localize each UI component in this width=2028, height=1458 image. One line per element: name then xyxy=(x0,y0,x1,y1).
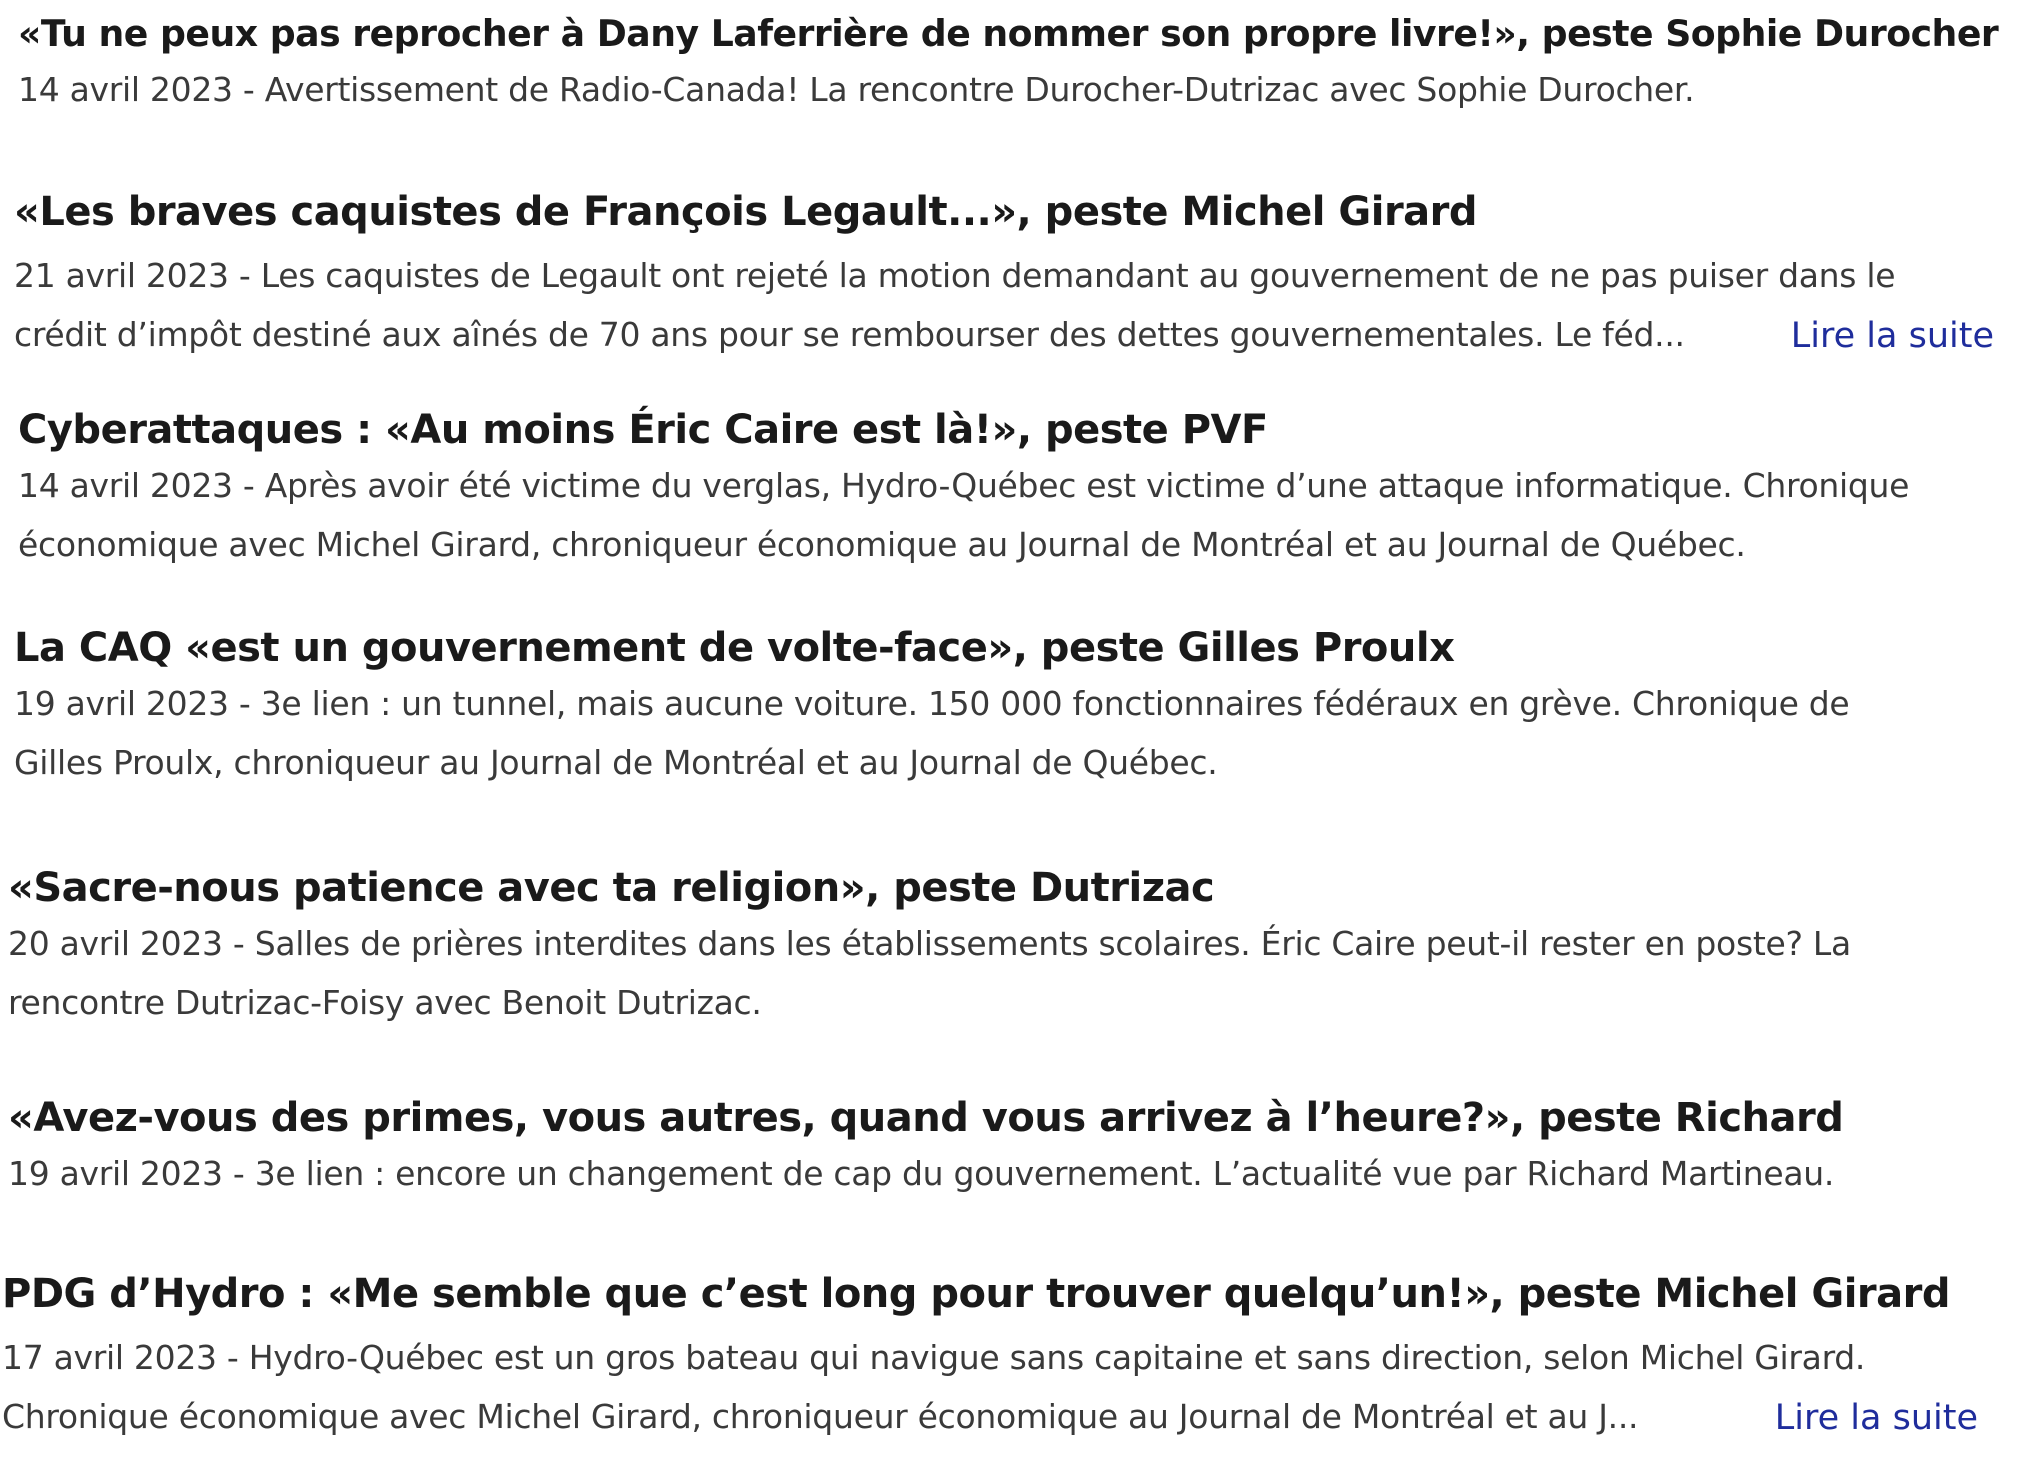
article-item xyxy=(8,1092,2008,1203)
article-summary xyxy=(18,60,2013,119)
summary-line: 19 avril 2023 - 3e lien : encore un changement de cap du gouvernement. L’actualité vue par Richard Martineau. xyxy=(8,1154,1835,1193)
article-item xyxy=(14,622,2014,792)
summary-line: Gilles Proulx, chroniqueur au Journal de Montréal et au Journal de Québec. xyxy=(14,743,1218,782)
summary-line: 20 avril 2023 - Salles de prières interdites dans les établissements scolaires. Éric Caire peut-il rester en poste? La xyxy=(8,924,1851,963)
summary-line-text: Chronique économique avec Michel Girard, chroniqueur économique au Journal de Montréal et au J... xyxy=(2,1397,1639,1436)
summary-line xyxy=(14,305,1994,364)
article-summary xyxy=(8,914,2008,1032)
article-headline[interactable]: Cyberattaques : «Au moins Éric Caire est là!», peste PVF xyxy=(18,407,1268,453)
article-summary xyxy=(18,456,2018,574)
summary-line: 19 avril 2023 - 3e lien : un tunnel, mais aucune voiture. 150 000 fonctionnaires fédéraux en grève. Chronique de xyxy=(14,684,1850,723)
article-item xyxy=(18,8,2013,119)
summary-line: économique avec Michel Girard, chroniqueur économique au Journal de Montréal et au Journal de Québec. xyxy=(18,525,1746,564)
summary-line: 14 avril 2023 - Après avoir été victime du verglas, Hydro-Québec est victime d’une attaque informatique. Chronique xyxy=(18,466,1910,505)
article-headline[interactable]: La CAQ «est un gouvernement de volte-face», peste Gilles Proulx xyxy=(14,625,1455,671)
article-item xyxy=(14,186,1994,364)
article-summary xyxy=(2,1328,1978,1446)
article-summary xyxy=(14,246,1994,364)
article-item xyxy=(8,862,2008,1032)
read-more-link[interactable]: Lire la suite xyxy=(1774,1398,1978,1438)
article-headline[interactable]: PDG d’Hydro : «Me semble que c’est long pour trouver quelqu’un!», peste Michel Girard xyxy=(2,1271,1950,1317)
summary-line: rencontre Dutrizac-Foisy avec Benoit Dutrizac. xyxy=(8,983,762,1022)
article-item xyxy=(18,404,2018,574)
article-headline[interactable]: «Avez-vous des primes, vous autres, quand vous arrivez à l’heure?», peste Richard xyxy=(8,1095,1844,1141)
article-headline[interactable]: «Sacre-nous patience avec ta religion», peste Dutrizac xyxy=(8,865,1215,911)
article-item xyxy=(2,1268,1978,1446)
read-more-link[interactable]: Lire la suite xyxy=(1790,316,1994,356)
summary-line-text: crédit d’impôt destiné aux aînés de 70 ans pour se rembourser des dettes gouvernementales. Le féd... xyxy=(14,315,1685,354)
summary-line: 21 avril 2023 - Les caquistes de Legault ont rejeté la motion demandant au gouvernement de ne pas puiser dans le xyxy=(14,256,1896,295)
article-headline[interactable]: «Les braves caquistes de François Legault...», peste Michel Girard xyxy=(14,189,1478,235)
summary-line: 17 avril 2023 - Hydro-Québec est un gros bateau qui navigue sans capitaine et sans direction, selon Michel Girard. xyxy=(2,1338,1866,1377)
summary-line xyxy=(2,1387,1978,1446)
article-summary xyxy=(14,674,2014,792)
article-headline[interactable]: «Tu ne peux pas reprocher à Dany Laferrière de nommer son propre livre!», peste Sophie Durocher xyxy=(18,12,1999,55)
summary-line: 14 avril 2023 - Avertissement de Radio-Canada! La rencontre Durocher-Dutrizac avec Sophie Durocher. xyxy=(18,70,1695,109)
article-summary xyxy=(8,1144,2008,1203)
